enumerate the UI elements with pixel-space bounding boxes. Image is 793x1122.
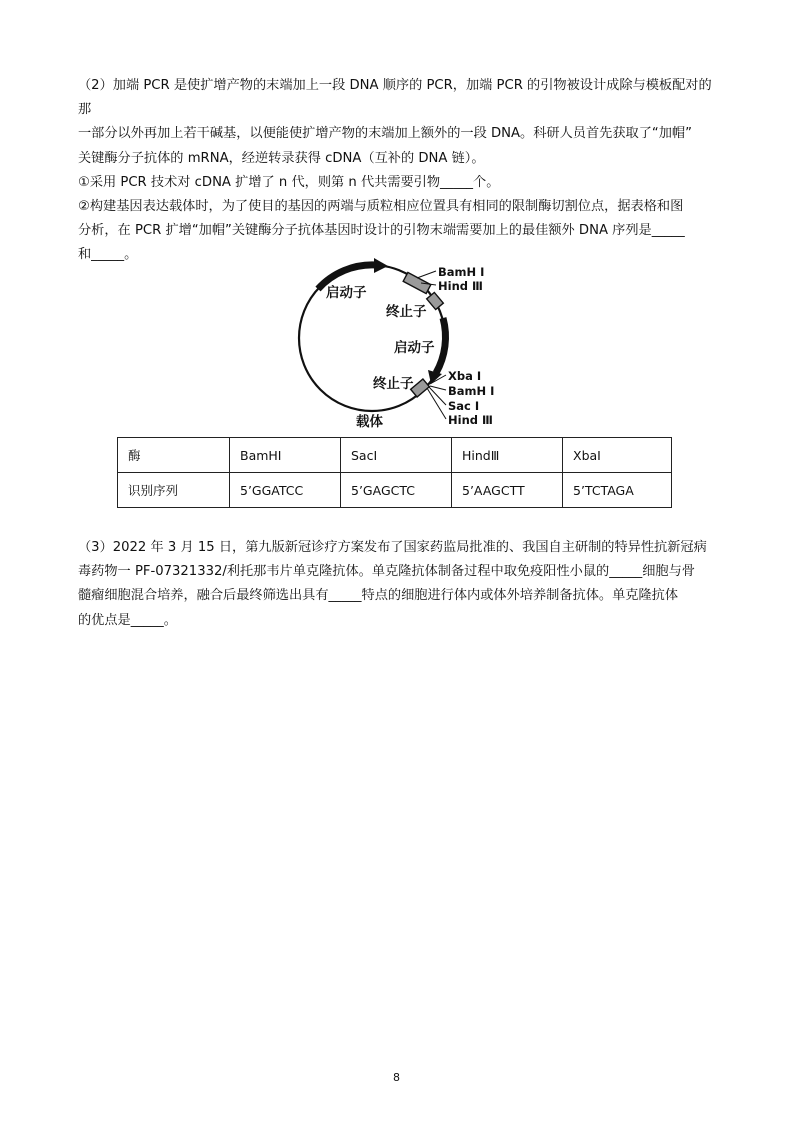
page-number: 8 — [393, 1071, 400, 1084]
question-3 — [78, 536, 718, 633]
table-cell: XbaI — [563, 438, 672, 473]
promoter-2-label: 启动子 — [394, 340, 435, 356]
site-label-saci: Sac Ⅰ — [448, 399, 480, 413]
question-3-line: 毒药物一 PF-07321332/利托那韦片单克隆抗体。单克隆抗体制备过程中取免疫阳性小鼠的_____细胞与骨 — [78, 564, 695, 580]
terminator-2-label: 终止子 — [373, 376, 414, 392]
question-2-line: 关键酶分子抗体的 mRNA，经逆转录获得 cDNA（互补的 DNA 链）。 — [78, 150, 485, 166]
table-cell: 5’AAGCTT — [452, 473, 563, 508]
site-label-bamhi-bottom: BamH Ⅰ — [448, 384, 495, 398]
promoter-2-arrow — [436, 318, 446, 373]
table-cell: 酶 — [118, 438, 230, 473]
leader-line — [417, 271, 436, 278]
question-2 — [78, 74, 718, 268]
question-2-line: ①采用 PCR 技术对 cDNA 扩增了 n 代，则第 n 代共需要引物_____个。 — [78, 174, 500, 190]
enzyme-table — [117, 437, 672, 508]
table-cell: BamHI — [230, 438, 341, 473]
promoter-1-arrowhead — [374, 258, 388, 273]
vector-label: 载体 — [356, 414, 383, 430]
question-3-line: （3）2022 年 3 月 15 日，第九版新冠诊疗方案发布了国家药监局批准的、我国自主研制的特异性抗新冠病 — [78, 540, 707, 555]
question-2-line: （2）加端 PCR 是使扩增产物的末端加上一段 DNA 顺序的 PCR，加端 PCR 的引物被设计成除与模板配对的那 — [78, 78, 712, 118]
table-row-header — [118, 438, 672, 473]
plasmid-vector-figure — [290, 256, 530, 432]
table-cell: 识别序列 — [118, 473, 230, 508]
question-3-line: 髓瘤细胞混合培养，融合后最终筛选出具有_____特点的细胞进行体内或体外培养制备抗体。单克隆抗体 — [78, 588, 679, 604]
top-site-block — [403, 272, 431, 293]
table-cell: SacI — [341, 438, 452, 473]
table-cell: 5’TCTAGA — [563, 473, 672, 508]
leader-line — [430, 386, 446, 390]
site-label-bamhi-top: BamH Ⅰ — [438, 265, 485, 279]
table-row-sequences — [118, 473, 672, 508]
promoter-1-label: 启动子 — [326, 285, 367, 301]
question-2-line: 分析，在 PCR 扩增“加帽”关键酶分子抗体基因时设计的引物末端需要加上的最佳额外 DNA 序列是_____ — [78, 223, 685, 239]
question-2-line: 一部分以外再加上若干碱基，以便能使扩增产物的末端加上额外的一段 DNA。科研人员首先获取了“加帽” — [78, 126, 692, 142]
terminator-1-block — [427, 292, 444, 309]
question-3-line: 的优点是_____。 — [78, 612, 177, 628]
question-2-line: 和_____。 — [78, 247, 138, 263]
table-cell: HindⅢ — [452, 438, 563, 473]
plasmid-diagram — [290, 256, 530, 432]
table-cell: 5’GGATCC — [230, 473, 341, 508]
site-label-hindiii-top: Hind Ⅲ — [438, 279, 483, 293]
question-2-line: ②构建基因表达载体时，为了使目的基因的两端与质粒相应位置具有相同的限制酶切割位点，据表格和图 — [78, 199, 684, 215]
site-label-hindiii-bottom: Hind Ⅲ — [448, 413, 493, 427]
table-cell: 5’GAGCTC — [341, 473, 452, 508]
terminator-1-label: 终止子 — [386, 304, 427, 320]
site-label-xbai: Xba Ⅰ — [448, 369, 482, 383]
leader-line — [427, 388, 446, 419]
